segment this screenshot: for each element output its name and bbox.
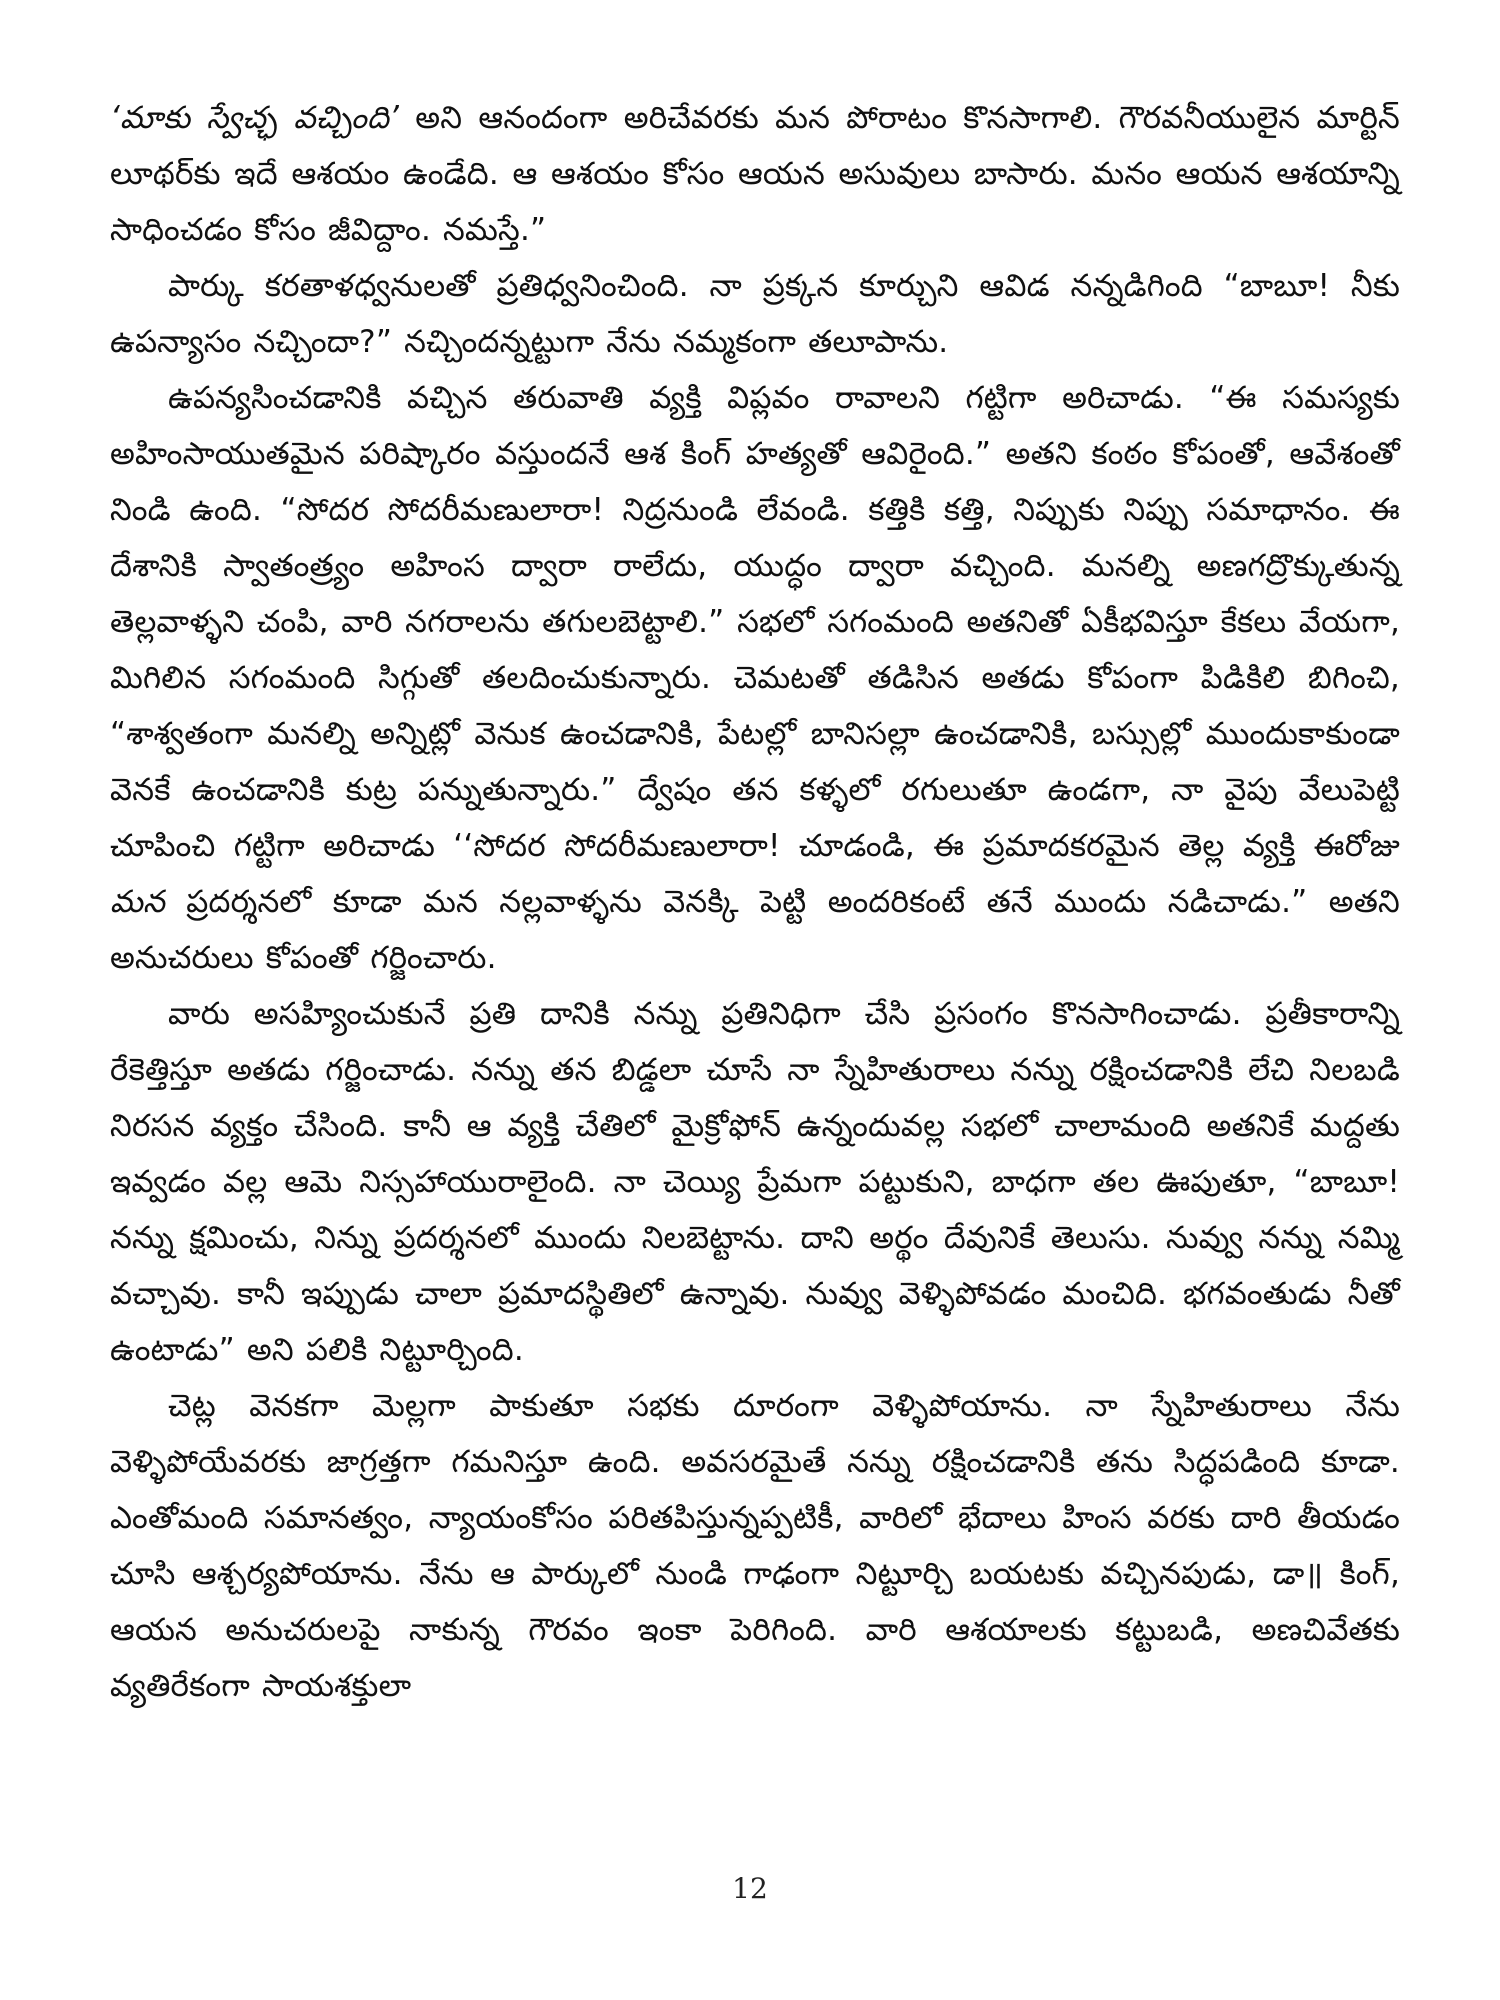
paragraph-3 xyxy=(110,370,1400,986)
text-segment: పార్కు కరతాళధ్వనులతో ప్రతిధ్వనించింది. నా ప్రక్కన కూర్చుని ఆవిడ నన్నడిగింది “బాబూ! నీకు ఉపన్యాసం నచ్చిందా?” నచ్చిందన్నట్టుగా నేను నమ్మకంగా తలూపాను. xyxy=(110,268,1400,360)
paragraph-1 xyxy=(110,90,1400,258)
paragraph-5 xyxy=(110,1378,1400,1714)
text-segment: ప్రదర్శనలో కూడా మన నల్లవాళ్ళను వెనక్కి పెట్టి అందరికంటే తనే ముందు నడిచాడు.” అతని అనుచరులు కోపంతో గర్జించారు. xyxy=(110,884,1400,976)
body-text xyxy=(110,90,1400,1714)
document-page xyxy=(110,90,1400,1950)
text-segment: ఉపన్యసించడానికి వచ్చిన తరువాతి వ్యక్తి విప్లవం రావాలని గట్టిగా అరిచాడు. “ఈ సమస్యకు అహింసాయుతమైన పరిష్కారం వస్తుందనే ఆశ కింగ్ హత్యతో ఆవిరైంది.” అతని కంఠం కోపంతో, ఆవేశంతో నిండి ఉంది. “సోదర సోదరీమణులారా! నిద్రనుండి లేవండి. కత్తికి కత్తి, నిప్పుకు నిప్పు సమాధానం. ఈ దేశానికి స్వాతంత్ర్యం అహింస ద్వారా రాలేదు, యుద్ధం ద్వారా వచ్చింది. మనల్ని అణగద్రొక్కుతున్న తెల్లవాళ్ళని చంపి, వారి నగరాలను తగులబెట్టాలి.” సభలో సగంమంది అతనితో ఏకీభవిస్తూ కేకలు వేయగా, మిగిలిన సగంమంది సిగ్గుతో తలదించుకున్నారు. చెమటతో తడిసిన అతడు కోపంగా పిడికిలి బిగించి, “శాశ్వతంగా మనల్ని అన్నిట్లో వెనుక ఉంచడానికి, పేటల్లో బానిసల్లా ఉంచడానికి, బస్సుల్లో ముందుకాకుండా వెనకే ఉంచడానికి కుట్ర పన్నుతున్నారు.” ద్వేషం తన కళ్ళలో రగులుతూ ఉండగా, నా వైపు వేలుపెట్టి చూపించి గట్టిగా అరిచాడు ‘‘సోదర సోదరీమణులారా! చూడండి, ఈ ప్రమాదకరమైన తెల్ల వ్యక్తి ఈరోజు xyxy=(110,380,1400,864)
text-segment: చెట్ల వెనకగా మెల్లగా పాకుతూ సభకు దూరంగా వెళ్ళిపోయాను. నా స్నేహితురాలు నేను వెళ్ళిపోయేవరకు జాగ్రత్తగా గమనిస్తూ ఉంది. అవసరమైతే నన్ను రక్షించడానికి తను సిద్ధపడింది కూడా. ఎంతోమంది సమానత్వం, న్యాయంకోసం పరితపిస్తున్నప్పటికీ, వారిలో భేదాలు హింస వరకు దారి తీయడం చూసి ఆశ్చర్యపోయాను. నేను ఆ పార్కులో నుండి గాఢంగా నిట్టూర్చి బయటకు వచ్చినపుడు, డా॥ కింగ్, ఆయన అనుచరులపై నాకున్న గౌరవం ఇంకా పెరిగింది. వారి ఆశయాలకు కట్టుబడి, అణచివేతకు వ్యతిరేకంగా సాయశక్తులా xyxy=(110,1388,1400,1704)
quote-segment: ‘మాకు స్వేచ్ఛ వచ్చింది’ xyxy=(110,100,400,136)
text-segment: వారు అసహ్యించుకునే ప్రతి దానికి నన్ను ప్రతినిధిగా చేసి ప్రసంగం కొనసాగించాడు. ప్రతీకారాన్ని రేకెత్తిస్తూ అతడు గర్జించాడు. నన్ను తన బిడ్డలా చూసే నా స్నేహితురాలు నన్ను రక్షించడానికి లేచి నిలబడి నిరసన వ్యక్తం చేసింది. కానీ ఆ వ్యక్తి చేతిలో మైక్రోఫోన్ ఉన్నందువల్ల సభలో చాలామంది అతనికే మద్దతు ఇవ్వడం వల్ల ఆమె నిస్సహాయురాలైంది. నా చెయ్యి ప్రేమగా పట్టుకుని, బాధగా తల ఊపుతూ, “బాబూ! నన్ను క్షమించు, నిన్ను ప్రదర్శనలో ముందు నిలబెట్టాను. దాని అర్థం దేవునికే తెలుసు. నువ్వు నన్ను నమ్మి వచ్చావు. కానీ ఇప్పుడు చాలా ప్రమాదస్థితిలో ఉన్నావు. నువ్వు వెళ్ళిపోవడం మంచిది. భగవంతుడు నీతో ఉంటాడు” అని పలికి నిట్టూర్చింది. xyxy=(110,996,1400,1368)
emphasis-segment: మన xyxy=(110,884,165,920)
paragraph-4 xyxy=(110,986,1400,1378)
text-segment: అని ఆనందంగా అరిచేవరకు మన పోరాటం కొనసాగాలి. గౌరవనీయులైన మార్టిన్ లూథర్‌కు ఇదే ఆశయం ఉండేది. ఆ ఆశయం కోసం ఆయన అసువులు బాసారు. మనం ఆయన ఆశయాన్ని సాధించడం కోసం జీవిద్దాం. నమస్తే.” xyxy=(110,100,1400,248)
page-number: 12 xyxy=(732,1872,768,1905)
paragraph-2 xyxy=(110,258,1400,370)
